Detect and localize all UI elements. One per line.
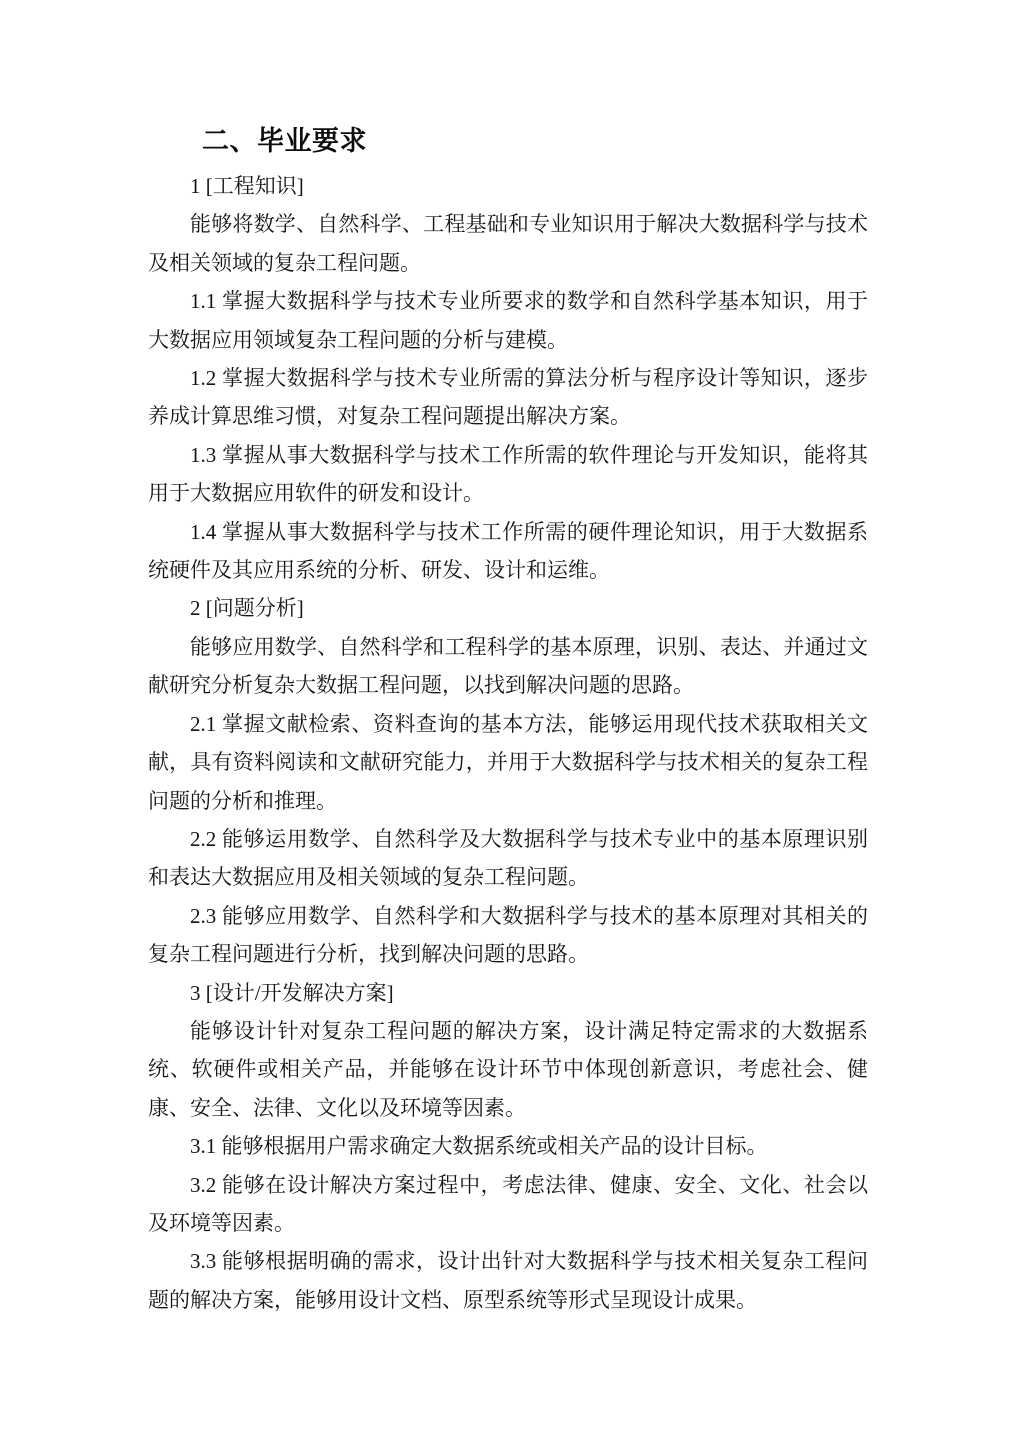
- body-paragraph: 2.1 掌握文献检索、资料查询的基本方法，能够运用现代技术获取相关文献，具有资料阅读和文献研究能力，并用于大数据科学与技术相关的复杂工程问题的分析和推理。: [148, 711, 868, 813]
- body-paragraph: 1.4 掌握从事大数据科学与技术工作所需的硬件理论知识，用于大数据系统硬件及其应用系统的分析、研发、设计和运维。: [148, 519, 868, 583]
- section-heading-paragraph: 3 [设计/开发解决方案]: [190, 980, 394, 1005]
- body-paragraph: 2.3 能够应用数学、自然科学和大数据科学与技术的基本原理对其相关的复杂工程问题进行分析，找到解决问题的思路。: [148, 903, 868, 967]
- document-title: 二、毕业要求: [202, 126, 367, 156]
- body-paragraph: 能够设计针对复杂工程问题的解决方案，设计满足特定需求的大数据系统、软硬件或相关产品，并能够在设计环节中体现创新意识，考虑社会、健康、安全、法律、文化以及环境等因素。: [148, 1018, 868, 1120]
- body-paragraph: 2.2 能够运用数学、自然科学及大数据科学与技术专业中的基本原理识别和表达大数据应用及相关领域的复杂工程问题。: [148, 826, 868, 890]
- body-paragraph: 1.1 掌握大数据科学与技术专业所要求的数学和自然科学基本知识，用于大数据应用领域复杂工程问题的分析与建模。: [148, 289, 868, 352]
- body-paragraph: 1.2 掌握大数据科学与技术专业所需的算法分析与程序设计等知识，逐步养成计算思维习惯，对复杂工程问题提出解决方案。: [148, 366, 868, 429]
- document-body: [148, 167, 868, 1319]
- section-heading-paragraph: 2 [问题分析]: [190, 596, 304, 621]
- body-paragraph: 能够将数学、自然科学、工程基础和专业知识用于解决大数据科学与技术及相关领域的复杂工程问题。: [148, 212, 868, 275]
- body-paragraph: 3.3 能够根据明确的需求，设计出针对大数据科学与技术相关复杂工程问题的解决方案，能够用设计文档、原型系统等形式呈现设计成果。: [148, 1249, 868, 1312]
- body-paragraph: 3.1 能够根据用户需求确定大数据系统或相关产品的设计目标。: [190, 1134, 768, 1159]
- body-paragraph: 1.3 掌握从事大数据科学与技术工作所需的软件理论与开发知识，能将其用于大数据应用软件的研发和设计。: [148, 442, 868, 506]
- body-paragraph: 能够应用数学、自然科学和工程科学的基本原理，识别、表达、并通过文献研究分析复杂大数据工程问题，以找到解决问题的思路。: [148, 634, 868, 698]
- section-heading-paragraph: 1 [工程知识]: [190, 174, 304, 198]
- body-paragraph: 3.2 能够在设计解决方案过程中，考虑法律、健康、安全、文化、社会以及环境等因素。: [148, 1172, 868, 1235]
